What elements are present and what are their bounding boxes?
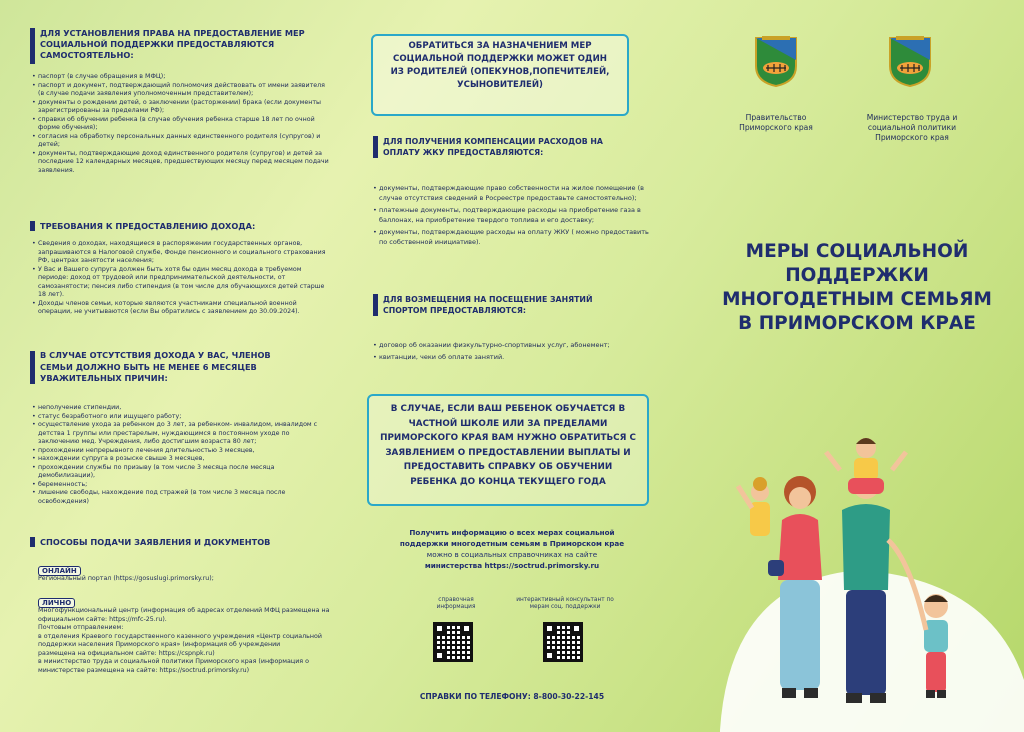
list-item: • документы, подтверждающие право собственности на жилое помещение (в случае отсутствия сведений в Росреестре предоставьте самостоятельно); xyxy=(373,183,658,203)
list-item: • Сведения о доходах, находящиеся в распоряжении государственных органов, запрашиваются в Налоговой службе, Фонде пенсионного и социального страхования РФ, центрах занятости населения; xyxy=(32,240,332,266)
list-item: размещена на официальном сайте: https://cspnpk.ru) xyxy=(38,649,215,657)
info-line-4: министерства https://soctrud.primorsky.ru xyxy=(424,561,600,570)
info-line-1: Получить информацию о всех мерах социальной xyxy=(409,528,615,537)
phone-line: СПРАВКИ ПО ТЕЛЕФОНУ: 8-800-30-22-145 xyxy=(419,692,605,701)
list-item: • согласия на обработку персональных данных единственного родителя (супругов) и детей; xyxy=(32,133,332,150)
info-line-2: поддержки многодетным семьям в Приморском крае xyxy=(399,539,625,548)
sport-list xyxy=(373,340,658,364)
section-title-no-income: В СЛУЧАЕ ОТСУТСТВИЯ ДОХОДА У ВАС, ЧЛЕНОВ СЕМЬИ ДОЛЖНО БЫТЬ НЕ МЕНЕЕ 6 МЕСЯЦЕВ УВАЖИТЕЛЬНЫХ ПРИЧИН: xyxy=(40,350,271,383)
section-bar xyxy=(373,294,378,316)
section-title-documents: ДЛЯ УСТАНОВЛЕНИЯ ПРАВА НА ПРЕДОСТАВЛЕНИЕ МЕР СОЦИАЛЬНОЙ ПОДДЕРЖКИ ПРЕДОСТАВЛЯЮТСЯ САМОСТОЯТЕЛЬНО: xyxy=(40,28,305,60)
section-bar xyxy=(30,221,35,231)
section-title-sport: ДЛЯ ВОЗМЕЩЕНИЯ НА ПОСЕЩЕНИЕ ЗАНЯТИЙ СПОРТОМ ПРЕДОСТАВЛЯЮТСЯ: xyxy=(383,295,593,315)
section-bar xyxy=(373,136,378,158)
list-item: в отделения Краевого государственного казенного учреждения «Центр социальной поддержки населения Приморского края» (информация об учреждении xyxy=(38,632,322,648)
list-item: • У Вас и Вашего супруга должен быть хотя бы один месяц дохода в требуемом периоде: доход от трудовой или предпринимательской деятельности, от самозанятости; пенсия либо стипендия (в том числе для обучающихся детей старше 18 лет). xyxy=(32,266,332,300)
section-title-methods: СПОСОБЫ ПОДАЧИ ЗАЯВЛЕНИЯ И ДОКУМЕНТОВ xyxy=(40,537,271,547)
list-item: • Доходы членов семьи, которые являются участниками специальной военной операции, не учитываются (если Вы обратились с заявлением до 30.09.2024). xyxy=(32,300,332,317)
list-item: • статус безработного или ищущего работу; xyxy=(32,413,332,422)
qr-code-reference[interactable] xyxy=(433,622,473,662)
list-item: • осуществление ухода за ребенком до 3 лет, за ребенком- инвалидом, инвалидом с детства 1 группы или престарелым, нуждающимся в постоянном уходе по заключению мед. Учреждения, либо достигшим возраста 80 лет; xyxy=(32,421,332,447)
list-item: • паспорт (в случае обращения в МФЦ); xyxy=(32,73,332,82)
section-bar xyxy=(30,351,35,384)
list-item: • неполучение стипендии, xyxy=(32,404,332,413)
qr-consultant-label: интерактивный консультант по мерам соц. поддержки xyxy=(516,597,614,610)
online-text: Региональный портал (https://gosuslugi.primorsky.ru); xyxy=(38,575,214,582)
list-item: Многофункциональный центр (информация об адресах отделений МФЦ размещена на официальном сайте: https://mfc-25.ru). xyxy=(38,607,330,623)
list-item: • лишение свободы, нахождение под стражей (в том числе 3 месяца после освобождения) xyxy=(32,489,332,506)
list-item: • паспорт и документ, подтверждающий полномочия действовать от имени заявителя (в случае подачи заявления уполномоченным представителем); xyxy=(32,82,332,99)
section-title-housing: ДЛЯ ПОЛУЧЕНИЯ КОМПЕНСАЦИИ РАСХОДОВ НА ОПЛАТУ ЖКУ ПРЕДОСТАВЛЯЮТСЯ: xyxy=(383,137,603,157)
list-item: • квитанции, чеки об оплате занятий. xyxy=(373,352,658,362)
qr-reference-label: справочная информация xyxy=(436,597,476,610)
income-list xyxy=(32,240,332,317)
qr-code-consultant[interactable] xyxy=(543,622,583,662)
coat-of-arms-icon xyxy=(754,36,798,88)
left-panel xyxy=(0,0,340,732)
school-box: В СЛУЧАЕ, ЕСЛИ ВАШ РЕБЕНОК ОБУЧАЕТСЯ В ЧАСТНОЙ ШКОЛЕ ИЛИ ЗА ПРЕДЕЛАМИ ПРИМОРСКОГО КРАЯ ВАМ НУЖНО ОБРАТИТЬСЯ С ЗАЯВЛЕНИЕМ О ПРЕДОСТАВЛЕНИИ ВЫПЛАТЫ И ПРЕДОСТАВИТЬ СПРАВКУ ОБ ОБУЧЕНИИ РЕБЕНКА ДО КОНЦА ТЕКУЩЕГО ГОДА xyxy=(367,394,649,506)
org-ministry: Министерство труда и социальной политики Приморского края xyxy=(866,113,958,142)
personal-text xyxy=(38,607,330,675)
list-item: • справки об обучении ребенка (в случае обучения ребенка старше 18 лет по очной форме обучения); xyxy=(32,116,332,133)
list-item: Почтовым отправлением: xyxy=(38,624,124,631)
reasons-list xyxy=(32,404,332,506)
middle-panel xyxy=(345,0,685,732)
housing-list xyxy=(373,183,658,249)
family-illustration xyxy=(690,430,1024,732)
coat-of-arms-icon xyxy=(888,36,932,88)
list-item: • нахождении супруга в розыске свыше 3 месяцев, xyxy=(32,455,332,464)
info-line-3: можно в социальных справочниках на сайте xyxy=(426,550,598,559)
list-item: • беременность; xyxy=(32,481,332,490)
personal-tag: ЛИЧНО xyxy=(38,598,75,608)
list-item: • документы о рождении детей, о заключении (расторжении) брака (если документы зарегистрированы за пределами РФ); xyxy=(32,99,332,116)
right-panel xyxy=(690,0,1024,732)
section-title-income: ТРЕБОВАНИЯ К ПРЕДОСТАВЛЕНИЮ ДОХОДА: xyxy=(40,221,256,231)
online-tag: ОНЛАЙН xyxy=(38,566,81,576)
section-bar xyxy=(30,28,35,64)
main-title: МЕРЫ СОЦИАЛЬНОЙ ПОДДЕРЖКИ МНОГОДЕТНЫМ СЕМЬЯМ В ПРИМОРСКОМ КРАЕ xyxy=(722,241,992,334)
list-item: • договор об оказании физкультурно-спортивных услуг, абонемент; xyxy=(373,340,658,350)
list-item: • прохождении непрерывного лечения длительностью 3 месяцев, xyxy=(32,447,332,456)
parents-box: ОБРАТИТЬСЯ ЗА НАЗНАЧЕНИЕМ МЕР СОЦИАЛЬНОЙ ПОДДЕРЖКИ МОЖЕТ ОДИН ИЗ РОДИТЕЛЕЙ (ОПЕКУНОВ,ПОПЕЧИТЕЛЕЙ, УСЫНОВИТЕЛЕЙ) xyxy=(371,34,629,116)
list-item: в министерство труда и социальной политики Приморского края (информация о министерстве размещена на сайте: https://soctrud.primorsky.ru) xyxy=(38,658,309,674)
info-block xyxy=(365,527,659,571)
list-item: • документы, подтверждающие доход единственного родителя (супругов) и детей за последние 12 календарных месяцев, предшествующих месяцу перед месяцем подачи заявления. xyxy=(32,150,332,176)
documents-list xyxy=(32,73,332,175)
list-item: • документы, подтверждающие расходы на оплату ЖКУ ( можно предоставить по собственной инициативе). xyxy=(373,227,658,247)
list-item: • платежные документы, подтверждающие расходы на приобретение газа в баллонах, на приобретение твердого топлива и его доставку; xyxy=(373,205,658,225)
org-government: Правительство Приморского края xyxy=(739,113,813,132)
section-bar xyxy=(30,537,35,547)
list-item: • прохождении службы по призыву (в том числе 3 месяца после месяца демобилизации), xyxy=(32,464,332,481)
